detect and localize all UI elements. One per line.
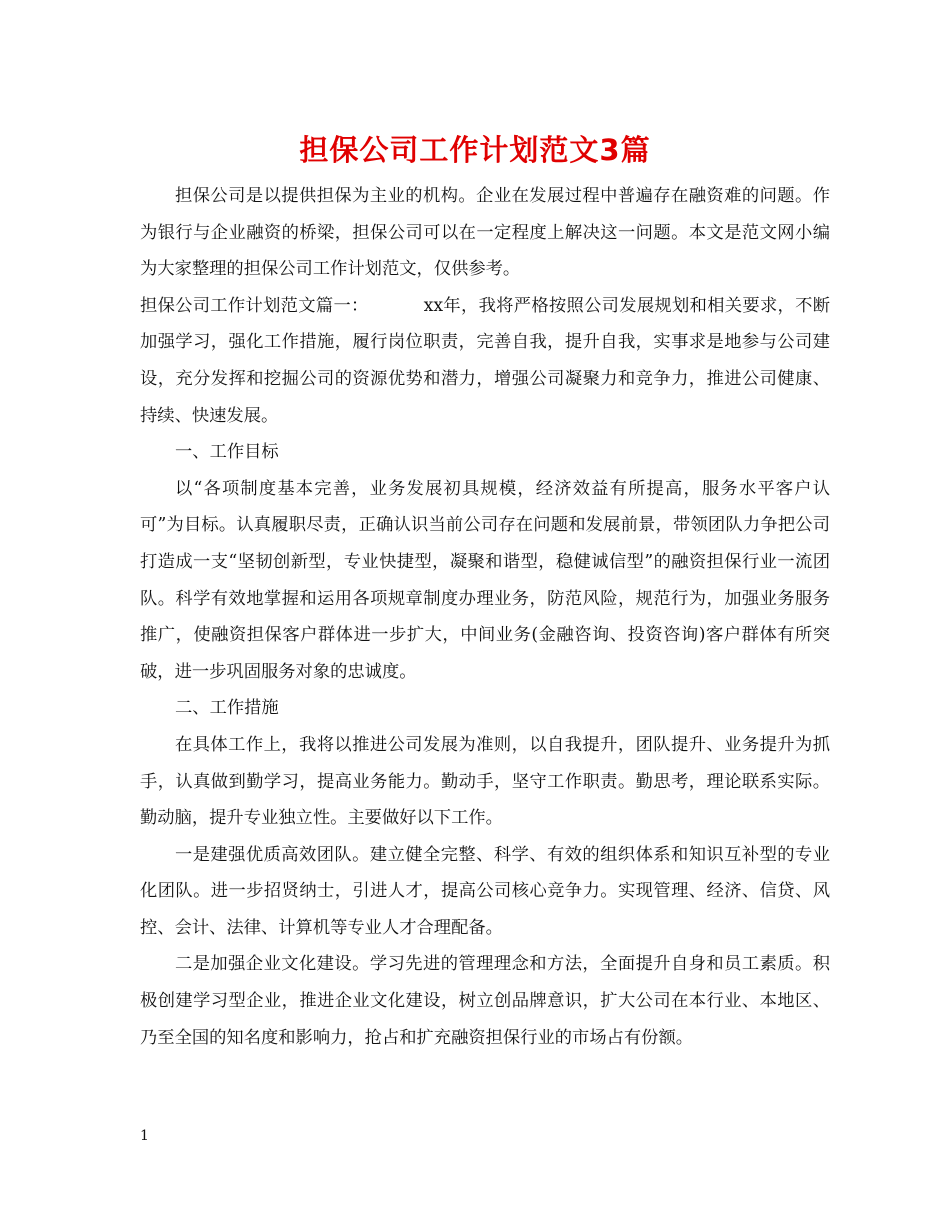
page-number: 1 <box>140 1128 149 1144</box>
section-heading-measures: 二、工作措施 <box>175 698 279 719</box>
document-title: 担保公司工作计划范文3篇 <box>299 133 651 167</box>
article1-body: xx年，我将严格按照公司发展规划和相关要求，不断加强学习，强化工作措施，履行岗位职责，完善自我，提升自我，实事求是地参与公司建设，充分发挥和挖掘公司的资源优势和潜力，增强公司凝聚力和竞争力，推进公司健康、持续、快速发展。 <box>140 295 830 426</box>
goals-paragraph: 以“各项制度基本完善，业务发展初具规模，经济效益有所提高，服务水平客户认可”为目标。认真履职尽责，正确认识当前公司存在问题和发展前景，带领团队力争把公司打造成一支“坚韧创新型，专业快捷型，凝聚和谐型，稳健诚信型”的融资担保行业一流团队。科学有效地掌握和运用各项规章制度办理业务，防范风险，规范行为，加强业务服务推广，使融资担保客户群体进一步扩大，中间业务(金融咨询、投资咨询)客户群体有所突破，进一步巩固服务对象的忠诚度。 <box>140 478 830 682</box>
intro-paragraph: 担保公司是以提供担保为主业的机构。企业在发展过程中普遍存在融资难的问题。作为银行与企业融资的桥梁，担保公司可以在一定程度上解决这一问题。本文是范文网小编为大家整理的担保公司工作计划范文，仅供参考。 <box>140 186 830 280</box>
measures-paragraph: 在具体工作上，我将以推进公司发展为准则，以自我提升，团队提升、业务提升为抓手，认真做到勤学习，提高业务能力。勤动手，坚守工作职责。勤思考，理论联系实际。勤动脑，提升专业独立性。主要做好以下工作。 <box>140 734 830 829</box>
section-heading-goals: 一、工作目标 <box>175 442 279 463</box>
measure-item-1: 一是建强优质高效团队。建立健全完整、科学、有效的组织体系和知识互补型的专业化团队。进一步招贤纳士，引进人才，提高公司核心竞争力。实现管理、经济、信贷、风控、会计、法律、计算机等专业人才合理配备。 <box>140 844 830 938</box>
article1-label: 担保公司工作计划范文篇一： <box>140 295 369 316</box>
measure-item-2: 二是加强企业文化建设。学习先进的管理理念和方法，全面提升自身和员工素质。积极创建学习型企业，推进企业文化建设，树立创品牌意识，扩大公司在本行业、本地区、乃至全国的知名度和影响力，抢占和扩充融资担保行业的市场占有份额。 <box>140 954 830 1048</box>
article1-paragraph <box>140 288 830 434</box>
document-body <box>140 178 830 1056</box>
